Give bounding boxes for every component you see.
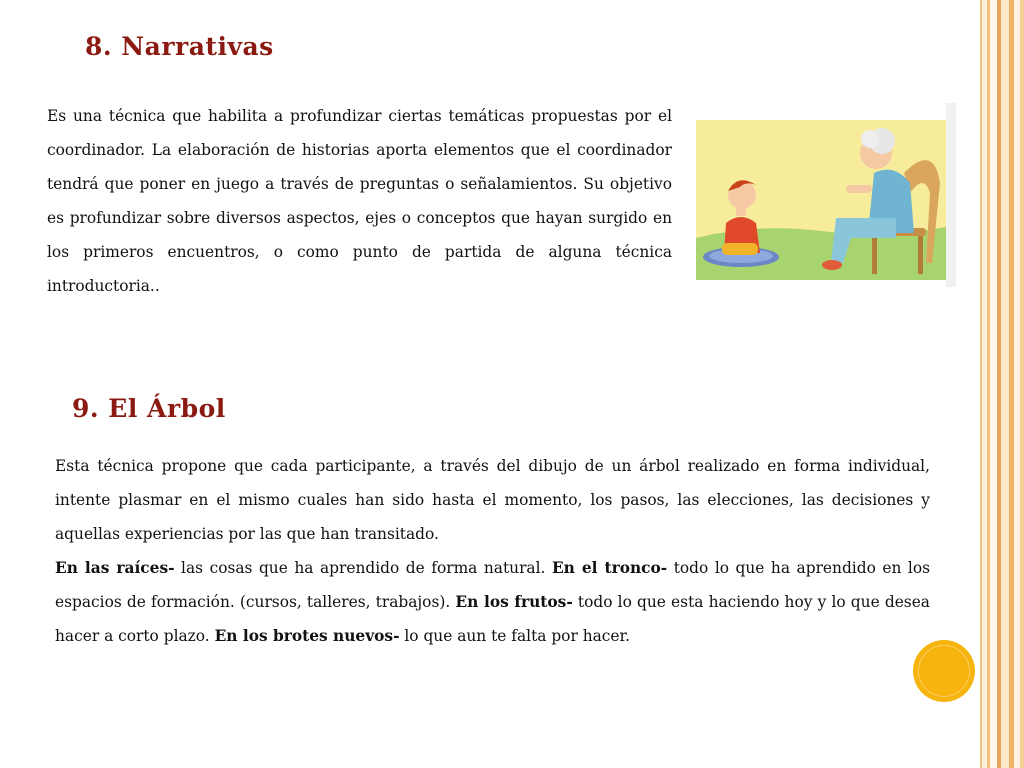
trunk-label: En el tronco- bbox=[551, 559, 668, 577]
section-title-narrativas: 8. Narrativas bbox=[85, 32, 274, 61]
orange-circle-decoration bbox=[913, 640, 975, 702]
fruits-label: En los frutos- bbox=[455, 593, 573, 611]
storytelling-illustration bbox=[696, 103, 958, 287]
section-title-el-arbol: 9. El Árbol bbox=[72, 394, 226, 423]
fruits-text: todo lo que esta haciendo hoy y lo que desea hacer a corto plazo. bbox=[55, 593, 930, 645]
trunk-text: todo lo que ha aprendido en los espacios de formación. (cursos, talleres, trabajos). bbox=[55, 559, 930, 611]
roots-text: las cosas que ha aprendido de forma natural. bbox=[174, 559, 552, 577]
arbol-parts-paragraph bbox=[55, 551, 930, 653]
new-shoots-label: En los brotes nuevos- bbox=[214, 627, 400, 645]
decorative-stripes bbox=[976, 0, 1024, 768]
narrativas-paragraph: Es una técnica que habilita a profundizar ciertas temáticas propuestas por el coordinador. La elaboración de historias aporta elementos que el coordinador tendrá que poner en juego a través de preguntas o señalamientos. Su objetivo es profundizar sobre diversos aspectos, ejes o conceptos que hayan surgido en los primeros encuentros, o como punto de partida de alguna técnica introductoria.. bbox=[47, 107, 672, 295]
arbol-intro-paragraph: Esta técnica propone que cada participante, a través del dibujo de un árbol realizado en forma individual, intente plasmar en el mismo cuales han sido hasta el momento, los pasos, las elecciones, las decisiones y aquellas experiencias por las que han transitado. bbox=[55, 457, 930, 543]
new-shoots-text: lo que aun te falta por hacer. bbox=[399, 627, 631, 645]
roots-label: En las raíces- bbox=[55, 559, 175, 577]
